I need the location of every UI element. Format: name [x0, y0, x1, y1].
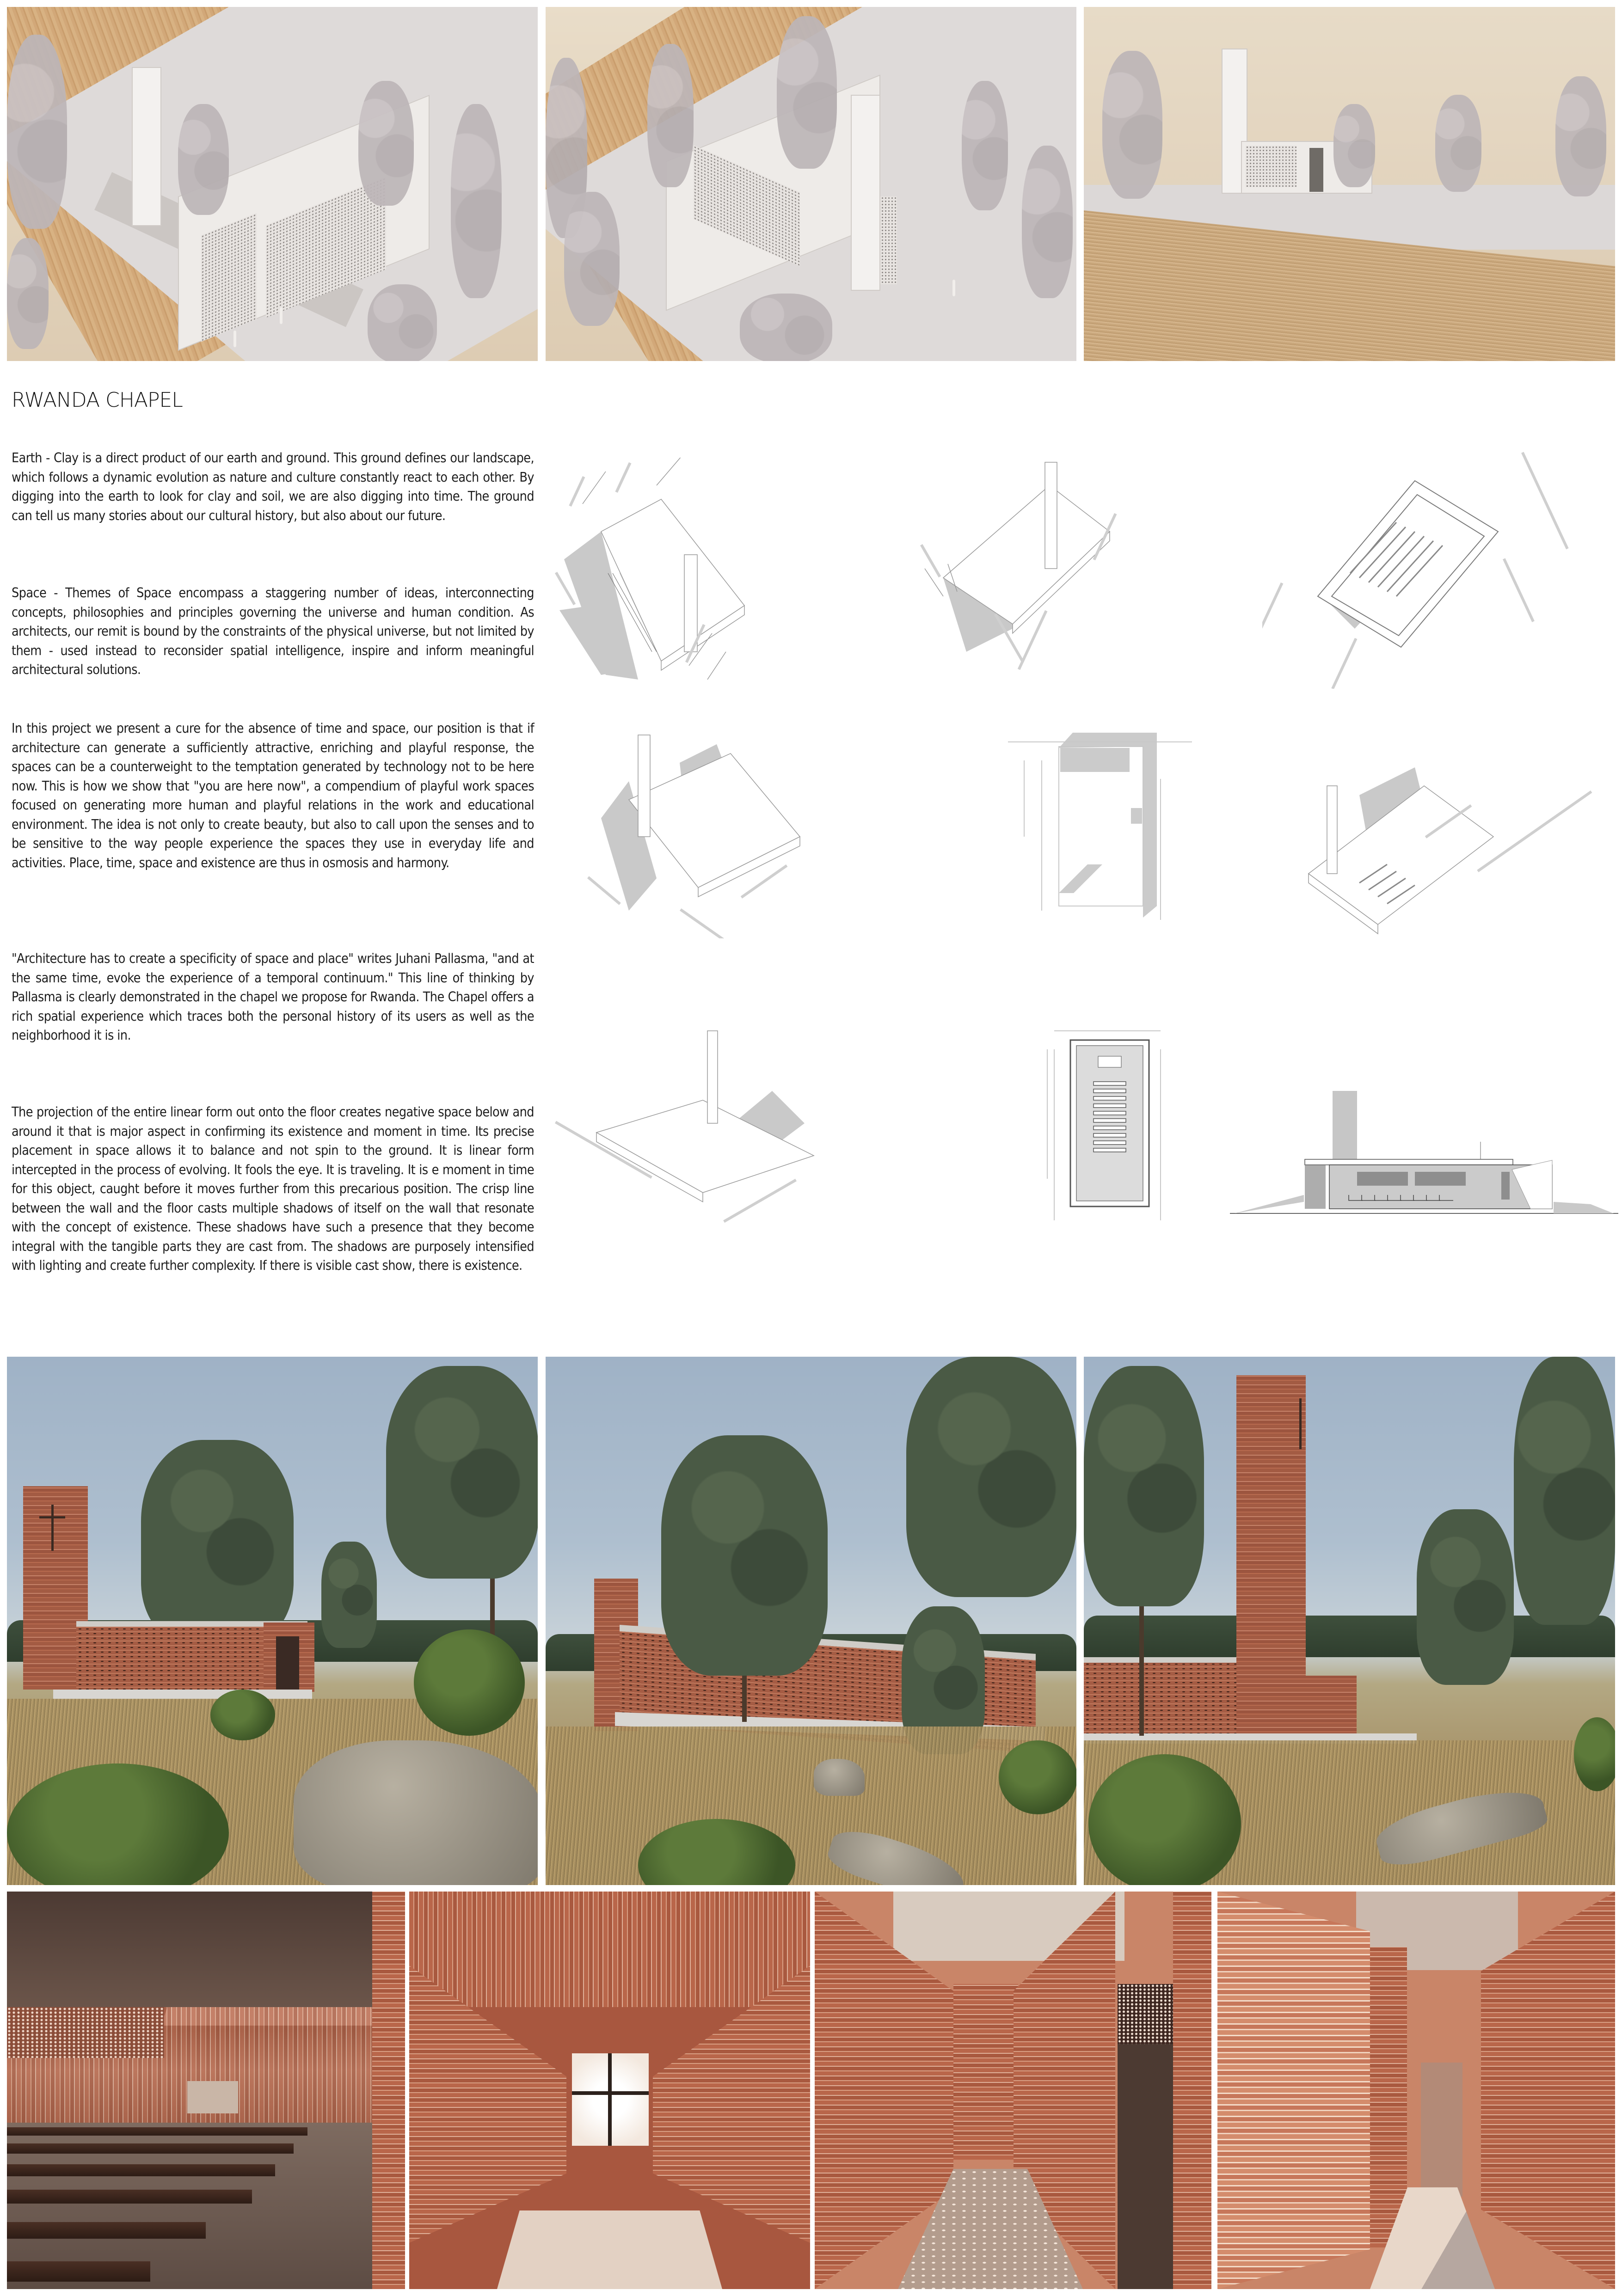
plan-diagram-1 [1008, 726, 1202, 920]
axo-diagram-2 [915, 458, 1248, 689]
bell-tower [851, 95, 880, 291]
tree [7, 238, 49, 349]
pine-tree [1417, 1509, 1514, 1685]
chapel-wall [76, 1627, 266, 1691]
pew [7, 2143, 294, 2154]
window-cross-horizontal [572, 2091, 649, 2095]
bell-tower [1236, 1375, 1306, 1736]
model-render-2 [546, 7, 1076, 361]
perforated-wall [7, 2007, 164, 2058]
bell-tower [132, 67, 161, 226]
plan-diagram-pews [1008, 1022, 1202, 1225]
paragraph-project: In this project we present a cure for the absence of time and space, our position is that if architecture can generate a sufficiently attractive, enriching and playful response, the spaces can be a counterweight to the temptation generated by technology not to be here now. This is how we show that "you are here now", a compendium of playful work spaces focused on generating more human and playful relations in the work and educational environment. The idea is not only to create beauty, but also to call upon the senses and to be sensitive to the way people experience the spaces they use in everyday life and activities. Place, time, space and existence are thus in osmosis and harmony. [12, 721, 534, 870]
model-render-1 [7, 7, 538, 361]
tower-cross [1299, 1398, 1302, 1449]
entrance-door [276, 1636, 299, 1692]
brick-wall-right [653, 1965, 810, 2243]
background-forest [1084, 1616, 1615, 1657]
window-cross-vertical [608, 2053, 612, 2146]
entrance-door [1309, 148, 1323, 192]
interior-render-passage-1 [815, 1892, 1211, 2289]
interior-render-cross-window [409, 1892, 810, 2289]
pew [7, 2190, 252, 2204]
perforated-facade [1246, 146, 1296, 187]
scale-figure [952, 280, 955, 296]
brick-wall-far [953, 1984, 1018, 2160]
pine-tree [386, 1366, 538, 1579]
tree [647, 44, 694, 187]
brick-wall-left [409, 1965, 566, 2243]
tower-cross-horizontal [39, 1516, 65, 1518]
tree [564, 192, 620, 326]
pew [7, 2261, 150, 2282]
rock [294, 1740, 538, 1885]
axo-diagram-section [1276, 730, 1609, 989]
bush [414, 1629, 525, 1736]
plinth [53, 1690, 312, 1700]
brick-wall-left [1217, 1892, 1370, 2289]
bush [210, 1690, 275, 1740]
altar [187, 2081, 238, 2113]
tree [962, 81, 1008, 210]
exterior-render-2 [546, 1357, 1076, 1885]
scale-figure [280, 307, 283, 324]
side-volume [1306, 1676, 1357, 1736]
pew [7, 2222, 206, 2239]
pine-tree [661, 1435, 828, 1676]
bush [1088, 1754, 1241, 1885]
paragraph-pallasma: "Architecture has to create a specificity of space and place" writes Juhani Pallasma, "and at the same time, evoke the experience of a temporal continuum." This line of thinking by Pallasma is clearly demonstrated in the chapel we propose for Rwanda. The Chapel offers a rich spatial experience which traces both the personal history of its users as well as the neighborhood it is in. [12, 951, 534, 1043]
pine-tree [1084, 1366, 1204, 1606]
pine-tree [1514, 1357, 1615, 1625]
tree [178, 104, 229, 215]
floor [497, 2210, 722, 2289]
grass [546, 1727, 1076, 1885]
axo-diagram-entrance [555, 1026, 888, 1257]
brick-ceiling [409, 1892, 810, 2007]
scale-figure [233, 331, 236, 347]
exterior-render-1 [7, 1357, 538, 1885]
pew [7, 2164, 275, 2176]
bush [1574, 1717, 1615, 1791]
tree [1022, 146, 1073, 298]
tree [7, 35, 67, 229]
pew [7, 2127, 307, 2136]
tree [368, 284, 437, 361]
poster-title: RWANDA CHAPEL [12, 388, 183, 412]
rock [814, 1759, 865, 1796]
dark-opening [1118, 2044, 1173, 2289]
axo-diagram-1 [550, 458, 883, 689]
perforated-facade [201, 213, 257, 342]
ceiling [7, 1892, 405, 2007]
tree [777, 16, 837, 169]
section-diagram [1225, 1077, 1622, 1230]
tree [1333, 104, 1375, 187]
tree [1555, 76, 1606, 196]
pine-tree [906, 1357, 1076, 1597]
tree [740, 294, 832, 361]
side-wall [372, 1892, 405, 2289]
far-opening [1421, 2063, 1462, 2197]
bush [999, 1740, 1076, 1814]
interior-render-passage-2 [1217, 1892, 1615, 2289]
tower-cross-vertical [51, 1505, 54, 1551]
tree [358, 81, 414, 206]
brick-pier [1173, 1892, 1211, 2289]
perforated-screen [1118, 1984, 1173, 2044]
paragraph-earth: Earth - Clay is a direct product of our earth and ground. This ground defines our landscape, which follows a dynamic evolution as nature and culture constantly react to each other. By digging into the earth to look for clay and soil, we are also digging into time. The ground can tell us many stories about our cultural history, but also about our future. [12, 450, 534, 523]
paragraph-projection: The projection of the entire linear form out onto the floor creates negative space below and around it that is major aspect in confirming its existence and moment in time. Its precise placement in space allows it to balance and not spin to the ground. It is linear form intercepted in the process of evolving. It fools the eye. It is traveling. It is e moment in time for this object, caught before it moves further from this precarious position. The crisp line between the wall and the floor casts multiple shadows of itself on the wall that resonate with the concept of existence. These shadows have such a presence that they become integral with the tangible parts they are cast from. The shadows are purposely intensified with lighting and create further complexity. If there is visible cast show, there is existence. [12, 1104, 534, 1273]
model-render-3 [1084, 7, 1615, 361]
tree [1102, 51, 1162, 199]
brick-wall-far [1370, 1947, 1407, 2247]
paragraph-space: Space - Themes of Space encompass a staggering number of ideas, interconnecting concepts, philosophies and principles governing the universe and human condition. As architects, our remit is bound by the constraints of the physical universe, but not limited by them - used instead to reconsider spatial intelligence, inspire and inform meaningful architectural solutions. [12, 585, 534, 677]
interior-render-nave [7, 1892, 405, 2289]
axo-diagram-pews [1262, 444, 1618, 689]
exterior-render-3 [1084, 1357, 1615, 1885]
pine-tree [321, 1542, 377, 1648]
axo-diagram-tower [578, 726, 865, 938]
tree [451, 104, 502, 298]
pine-tree [141, 1440, 294, 1643]
tree [1435, 95, 1481, 192]
